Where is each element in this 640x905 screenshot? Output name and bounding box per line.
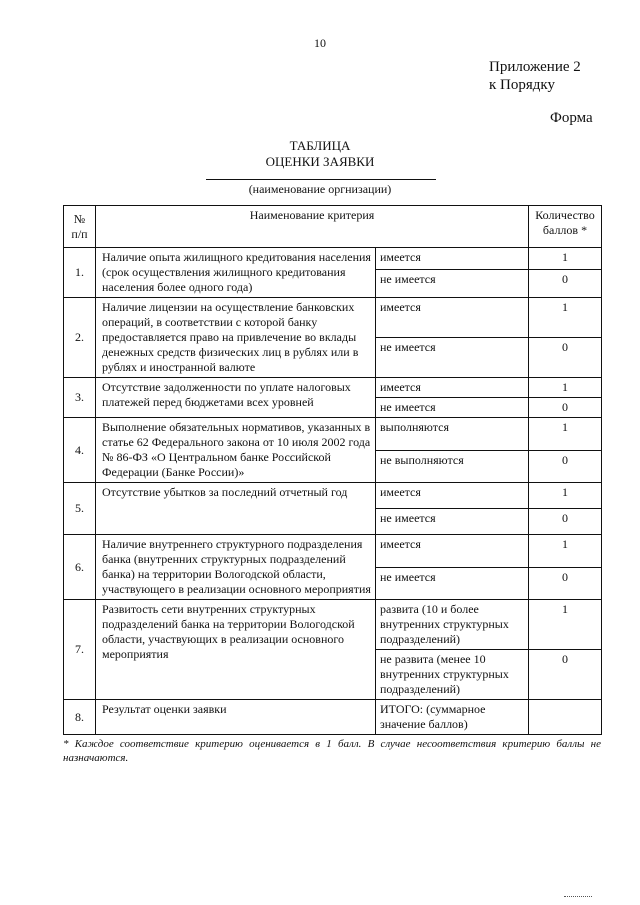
option-label: не выполняются bbox=[376, 450, 529, 483]
row-number: 4. bbox=[64, 418, 96, 483]
scan-mark bbox=[564, 896, 592, 899]
criterion-text: Отсутствие убытков за последний отчетный год bbox=[96, 483, 376, 535]
table-row bbox=[64, 298, 602, 338]
option-label: имеется bbox=[376, 248, 529, 270]
option-label: имеется bbox=[376, 535, 529, 568]
row-number: 3. bbox=[64, 378, 96, 418]
criterion-text: Отсутствие задолженности по уплате налоговых платежей перед бюджетами всех уровней bbox=[96, 378, 376, 418]
option-points: 1 bbox=[529, 298, 602, 338]
row-number: 8. bbox=[64, 700, 96, 735]
option-points: 0 bbox=[529, 338, 602, 378]
option-points: 0 bbox=[529, 450, 602, 483]
table-row bbox=[64, 248, 602, 270]
row-number: 6. bbox=[64, 535, 96, 600]
table-row bbox=[64, 378, 602, 398]
option-points: 1 bbox=[529, 535, 602, 568]
option-points: 0 bbox=[529, 270, 602, 298]
row-number: 7. bbox=[64, 600, 96, 700]
option-points: 1 bbox=[529, 378, 602, 398]
organization-name-hint: (наименование оргнизации) bbox=[248, 182, 392, 196]
criterion-text: Развитость сети внутренних структурных подразделений банка на территории Вологодской области, участвующих в реализации основного мероприятия bbox=[96, 600, 376, 700]
row-number: 5. bbox=[64, 483, 96, 535]
annex-reference bbox=[489, 58, 581, 94]
organization-name-line bbox=[206, 179, 436, 180]
evaluation-table bbox=[63, 205, 602, 735]
header-number: № п/п bbox=[64, 206, 96, 248]
option-label: развита (10 и более внутренних структурных подразделений) bbox=[376, 600, 529, 650]
table-row bbox=[64, 418, 602, 451]
table-row bbox=[64, 600, 602, 650]
total-row bbox=[64, 700, 602, 735]
option-label: не имеется bbox=[376, 509, 529, 535]
page-number: 10 bbox=[314, 36, 326, 50]
table-row bbox=[64, 535, 602, 568]
criterion-text: Результат оценки заявки bbox=[96, 700, 376, 735]
table-title-line-1: ТАБЛИЦА bbox=[289, 138, 351, 153]
option-points: 0 bbox=[529, 509, 602, 535]
header-criterion: Наименование критерия bbox=[96, 206, 529, 248]
option-label: не имеется bbox=[376, 338, 529, 378]
table-header-row bbox=[64, 206, 602, 248]
total-label: ИТОГО: (суммарное значение баллов) bbox=[376, 700, 529, 735]
footnote: * Каждое соответствие критерию оценивается в 1 балл. В случае несоответствия критерию баллы не назначаются. bbox=[63, 738, 601, 764]
table-title-line-2: ОЦЕНКИ ЗАЯВКИ bbox=[265, 154, 375, 169]
form-label: Форма bbox=[550, 110, 593, 126]
option-points: 1 bbox=[529, 248, 602, 270]
option-label: не имеется bbox=[376, 270, 529, 298]
criterion-text: Выполнение обязательных нормативов, указанных в статье 62 Федерального закона от 10 июля 2002 года № 86-ФЗ «О Центральном банке Российской Федерации (Банке России)» bbox=[96, 418, 376, 483]
option-label: выполняются bbox=[376, 418, 529, 451]
criterion-text: Наличие лицензии на осуществление банковских операций, в соответствии с которой банку предоставляется право на привлечение во вклады денежных средств физических лиц в рублях или в рублях и иностранной валюте bbox=[96, 298, 376, 378]
option-points: 0 bbox=[529, 398, 602, 418]
option-points: 1 bbox=[529, 600, 602, 650]
option-label: не развита (менее 10 внутренних структурных подразделений) bbox=[376, 650, 529, 700]
option-points: 0 bbox=[529, 567, 602, 600]
criterion-text: Наличие внутреннего структурного подразделения банка (внутренних структурных подразделений банка) на территории Вологодской области, участвующего в реализации основного мероприятия bbox=[96, 535, 376, 600]
table-row bbox=[64, 483, 602, 509]
option-label: имеется bbox=[376, 378, 529, 398]
row-number: 2. bbox=[64, 298, 96, 378]
total-points bbox=[529, 700, 602, 735]
annex-line-1: Приложение 2 bbox=[489, 59, 581, 75]
option-points: 1 bbox=[529, 418, 602, 451]
option-label: имеется bbox=[376, 298, 529, 338]
header-points: Количество баллов * bbox=[529, 206, 602, 248]
option-points: 0 bbox=[529, 650, 602, 700]
option-label: не имеется bbox=[376, 567, 529, 600]
option-points: 1 bbox=[529, 483, 602, 509]
annex-line-2: к Порядку bbox=[489, 77, 555, 93]
option-label: имеется bbox=[376, 483, 529, 509]
option-label: не имеется bbox=[376, 398, 529, 418]
row-number: 1. bbox=[64, 248, 96, 298]
criterion-text: Наличие опыта жилищного кредитования населения (срок осуществления жилищного кредитования населения более одного года) bbox=[96, 248, 376, 298]
